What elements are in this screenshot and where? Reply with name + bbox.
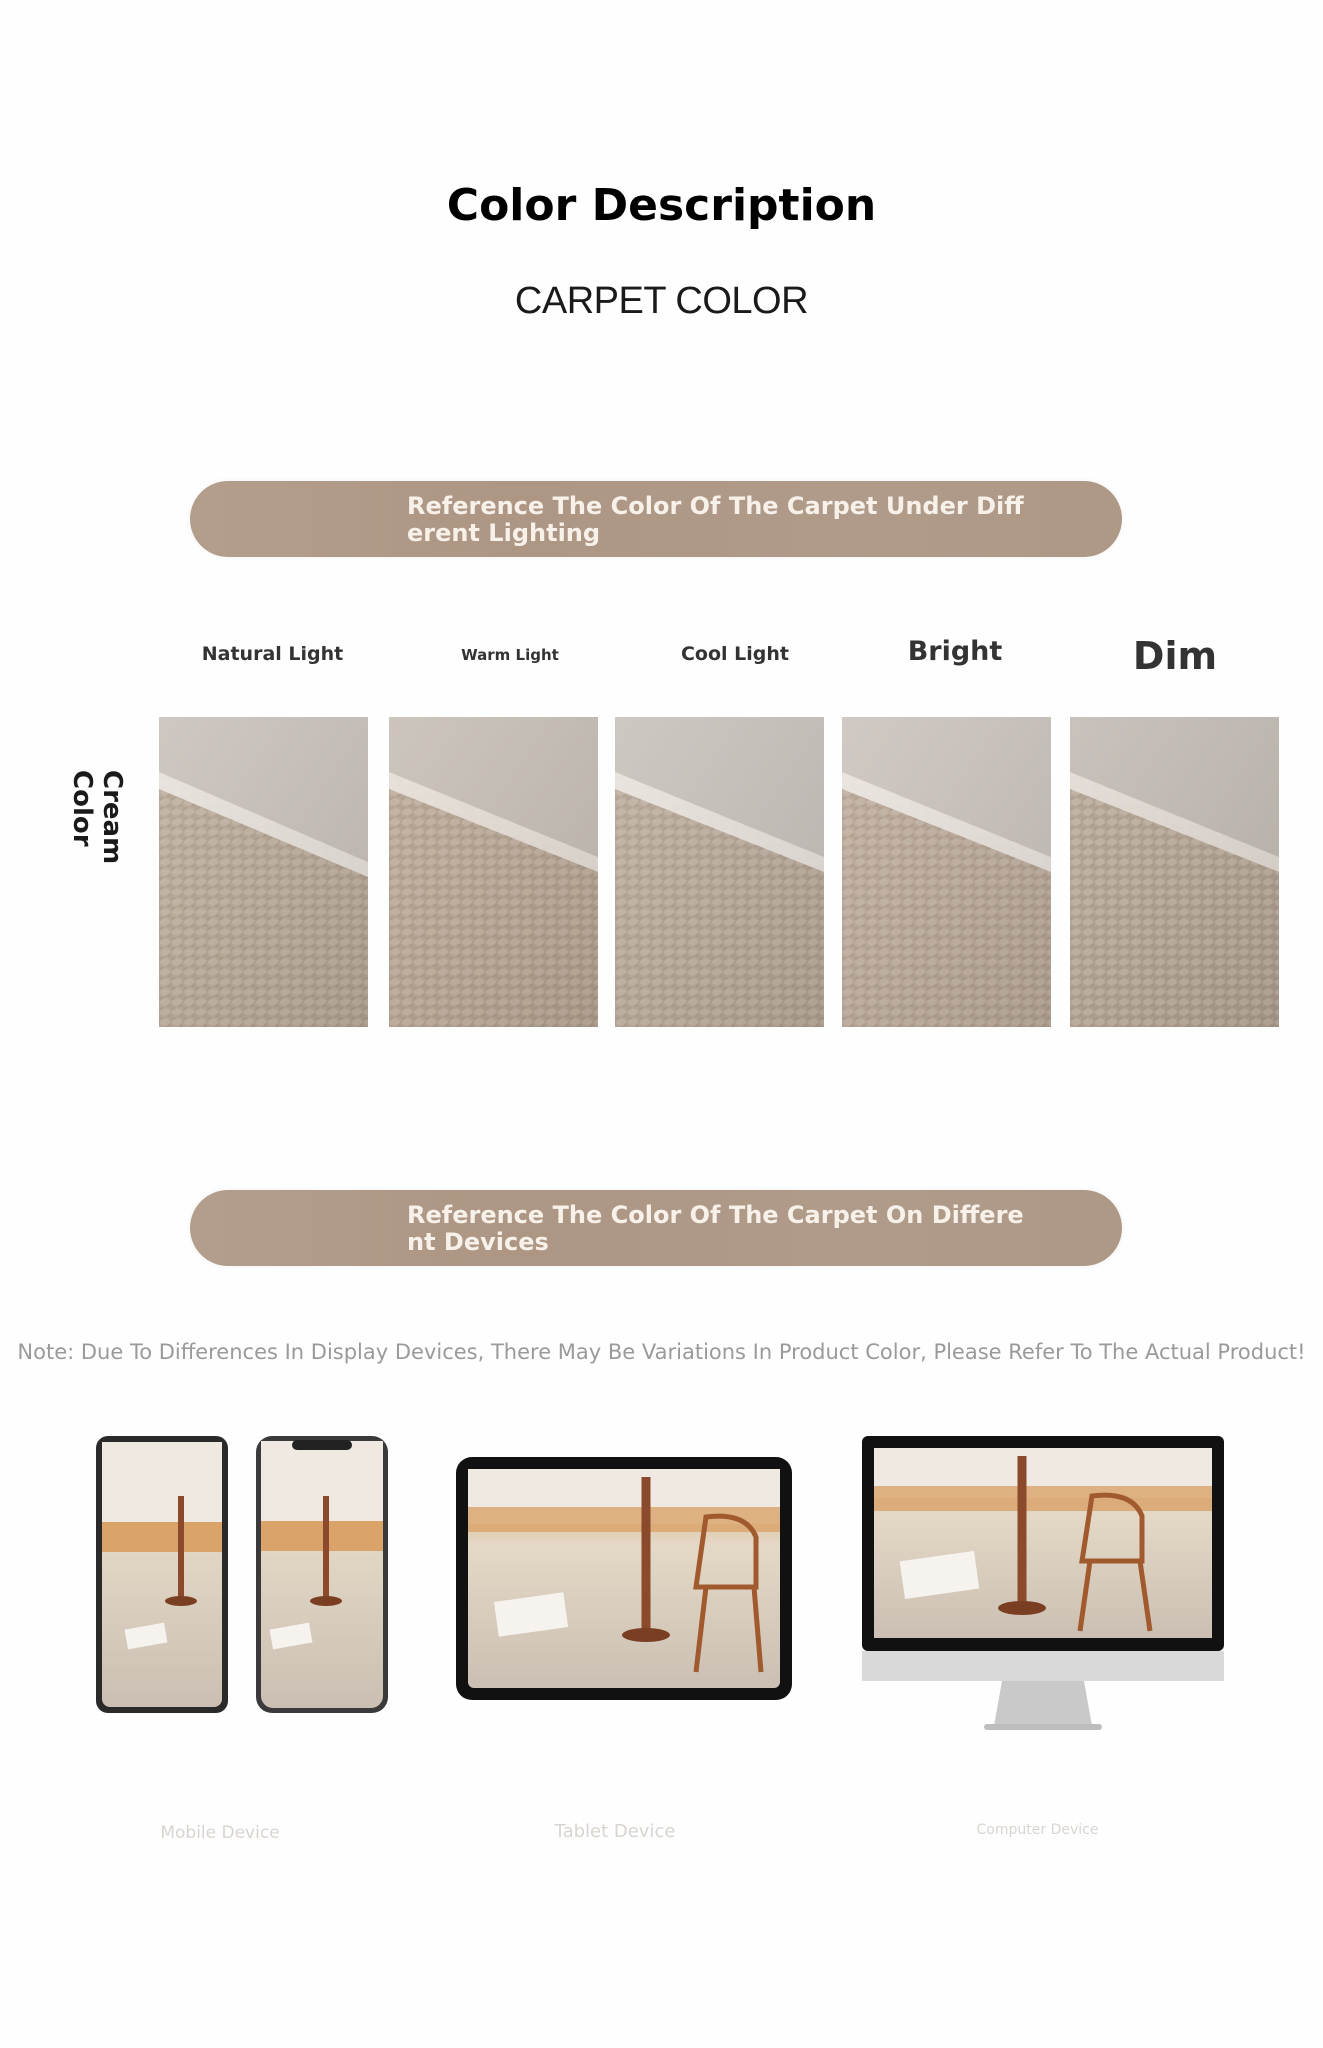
display-note: Note: Due To Differences In Display Devices, There May Be Variations In Product Color, Please Refer To The Actual Product! xyxy=(17,1340,1306,1364)
mobile-device-image xyxy=(96,1436,396,1720)
devices-banner-text: Reference The Color Of The Carpet On Different Devices xyxy=(407,1201,1024,1256)
label-tablet-device: Tablet Device xyxy=(554,1821,676,1842)
carpet-swatch-warm xyxy=(389,717,598,1027)
row-label-cream-color: Cream Color xyxy=(67,770,127,865)
label-mobile-device: Mobile Device xyxy=(160,1823,280,1843)
devices-banner xyxy=(190,1190,1122,1266)
lighting-banner xyxy=(190,481,1122,557)
carpet-swatch-natural xyxy=(159,717,368,1027)
computer-device-image xyxy=(862,1436,1226,1740)
tablet-device-image xyxy=(456,1457,794,1706)
lighting-banner-text: Reference The Color Of The Carpet Under Different Lighting xyxy=(407,492,1024,547)
label-dim: Dim xyxy=(1132,634,1218,678)
phone-right xyxy=(256,1436,388,1713)
carpet-swatch-cool xyxy=(615,717,824,1027)
page-title: Color Description xyxy=(446,180,877,231)
carpet-swatch-dim xyxy=(1070,717,1279,1027)
phone-left xyxy=(96,1436,228,1713)
label-cool-light: Cool Light xyxy=(680,643,789,665)
label-bright: Bright xyxy=(907,636,1003,667)
label-natural-light: Natural Light xyxy=(201,643,344,665)
label-computer-device: Computer Device xyxy=(976,1822,1099,1838)
label-warm-light: Warm Light xyxy=(461,646,559,664)
page-subtitle: CARPET COLOR xyxy=(514,280,809,322)
carpet-swatch-bright xyxy=(842,717,1051,1027)
